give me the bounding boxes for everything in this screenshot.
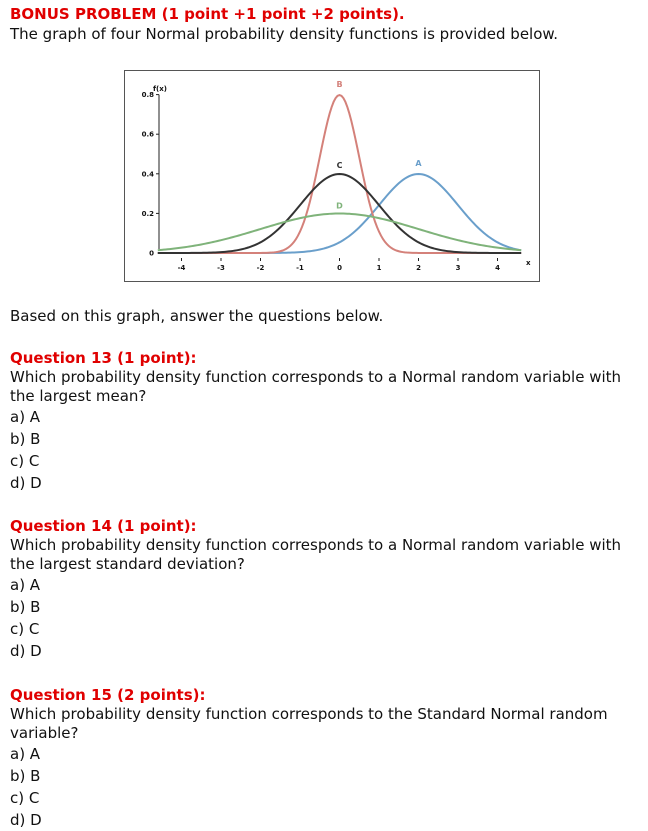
option-a[interactable]: a) A	[10, 408, 41, 426]
curve-label-c: C	[336, 161, 343, 171]
option-d[interactable]: d) D	[10, 811, 42, 829]
lead-text: Based on this graph, answer the questions below.	[10, 307, 384, 325]
question-title: Question 13 (1 point):	[10, 349, 197, 367]
x-tick-label: 1	[376, 264, 382, 272]
question-title: Question 14 (1 point):	[10, 517, 197, 535]
option-a[interactable]: a) A	[10, 576, 41, 594]
curve-d	[158, 214, 521, 251]
question-13	[10, 348, 640, 494]
y-tick-label: 0.2	[141, 209, 154, 218]
x-tick-label: 4	[495, 264, 500, 272]
question-text: Which probability density function corresponds to a Normal random variable with the largest mean?	[10, 368, 622, 405]
x-tick-label: -1	[296, 264, 304, 272]
question-title: Question 15 (2 points):	[10, 686, 206, 704]
option-c[interactable]: c) C	[10, 452, 40, 470]
bonus-problem-title: BONUS PROBLEM (1 point +1 point +2 points).	[10, 5, 405, 23]
x-tick-label: 0	[337, 264, 342, 272]
y-axis-label: f(x)	[153, 85, 167, 93]
y-tick-label: 0.4	[141, 170, 154, 179]
curve-label-d: D	[336, 201, 343, 211]
normal-pdf-chart	[124, 70, 540, 282]
question-text: Which probability density function corresponds to the Standard Normal random variable?	[10, 705, 608, 742]
x-tick-label: -2	[256, 264, 265, 272]
option-b[interactable]: b) B	[10, 767, 41, 785]
document-page	[10, 4, 640, 829]
option-a[interactable]: a) A	[10, 745, 41, 763]
option-d[interactable]: d) D	[10, 642, 42, 660]
option-d[interactable]: d) D	[10, 474, 42, 492]
curve-label-a: A	[415, 159, 422, 169]
option-c[interactable]: c) C	[10, 620, 40, 638]
x-tick-label: -3	[217, 264, 225, 272]
option-b[interactable]: b) B	[10, 430, 41, 448]
intro-text: The graph of four Normal probability density functions is provided below.	[10, 25, 559, 43]
question-15	[10, 685, 640, 831]
y-tick-label: 0.6	[141, 130, 154, 139]
x-tick-label: -4	[177, 264, 186, 272]
question-14	[10, 516, 640, 662]
y-tick-label: 0	[149, 249, 154, 258]
x-tick-label: 3	[455, 264, 461, 272]
x-axis-label: x	[526, 259, 531, 267]
y-tick-label: 0.8	[141, 91, 154, 100]
chart-svg	[125, 71, 539, 281]
option-c[interactable]: c) C	[10, 789, 40, 807]
option-b[interactable]: b) B	[10, 598, 41, 616]
curve-label-b: B	[336, 80, 343, 90]
x-tick-label: 2	[416, 264, 421, 272]
question-text: Which probability density function corresponds to a Normal random variable with the largest standard deviation?	[10, 536, 622, 573]
